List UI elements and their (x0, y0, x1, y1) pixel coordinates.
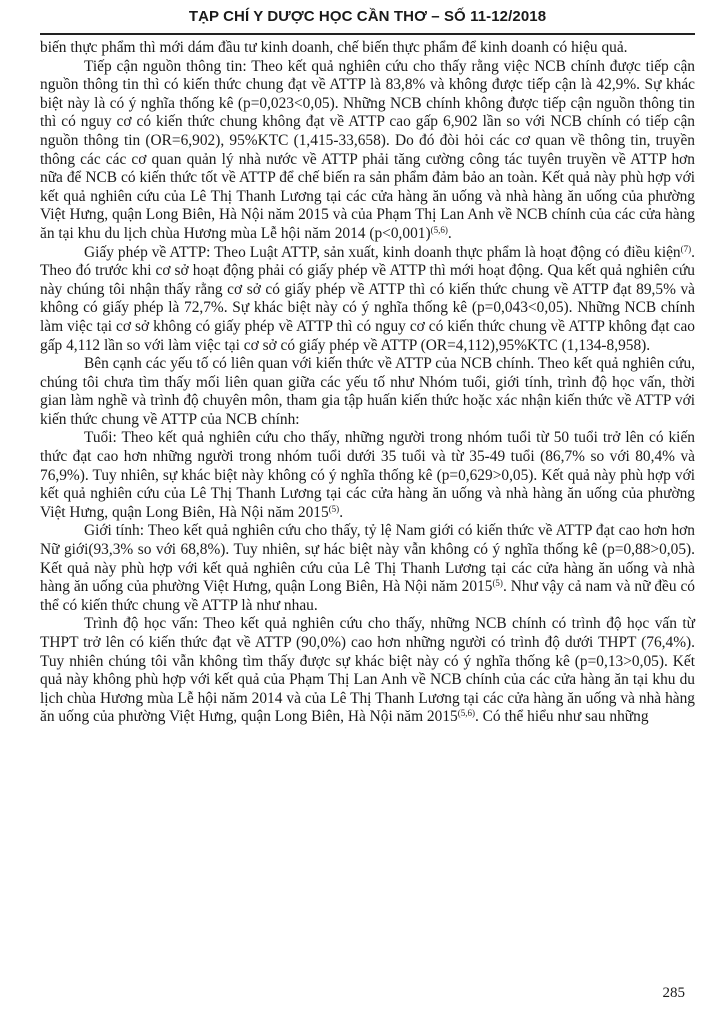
citation-reference: (5) (328, 503, 340, 514)
article-body (40, 39, 695, 727)
text-segment: Giấy phép về ATTP: Theo Luật ATTP, sản xuất, kinh doanh thực phẩm là hoạt động có điều kiện (84, 243, 681, 261)
text-segment: . Như vậy cả nam và nữ đều có thể có kiến thức chung về ATTP là như nhau. (40, 578, 695, 614)
text-segment: Bên cạnh các yếu tố có liên quan với kiến thức về ATTP của NCB chính. Theo kết quả nghiên cứu, chúng tôi chưa tìm thấy mối liên quan giữa các yếu tố như Nhóm tuổi, giới tính, trình độ học vấn, thời gian làm nghề và trình độ chuyên môn, tham gia tập huấn kiến thức hoặc xác nhận kiến thức về ATTP với kiến thức chung về ATTP của NCB chính: (40, 355, 695, 428)
header-divider (40, 33, 695, 35)
citation-reference: (5) (492, 578, 503, 589)
text-segment: Tuổi: Theo kết quả nghiên cứu cho thấy, những người trong nhóm tuổi từ 50 tuổi trở lên có kiến thức đạt cao hơn những người trong nhóm tuổi dưới 35 tuổi và từ 35-49 tuổi (86,7% so với 80,4% và 76,9%). Tuy nhiên, sự khác biệt này không có ý nghĩa thống kê (p=0,629>0,05). Kết quả này phù hợp với kết quả nghiên cứu của Lê Thị Thanh Lương tại các cửa hàng ăn uống và nhà hàng ăn uống của phường Việt Hưng, quận Long Biên, Hà Nội năm 2015 (40, 429, 695, 521)
text-segment: . Theo đó trước khi cơ sở hoạt động phải có giấy phép về ATTP thì mới hoạt động. Qua kết quả nghiên cứu này chúng tôi nhận thấy rằng cơ sở có giấy phép về ATTP thì có kiến thức chung về ATTP đạt 89,5% và không có giấy phép là 72,7%. Sự khác biệt này có ý nghĩa thống kê (p=0,043<0,05). Những NCB chính làm việc tại cơ sở không có giấy phép về ATTP thì có nguy cơ có kiến thức chung về ATTP không đạt cao gấp 4,112 lần so với làm việc tại cơ sở có giấy phép về ATTP (OR=4,112),95%KTC (1,134-8,958). (40, 243, 695, 354)
page-number: 285 (662, 985, 685, 1001)
paragraph (40, 244, 695, 356)
paragraph (40, 429, 695, 522)
paragraph (40, 58, 695, 244)
text-segment: biến thực phẩm thì mới dám đầu tư kinh doanh, chế biến thực phẩm để kinh doanh có hiệu quả. (40, 39, 628, 56)
text-segment: . (447, 224, 452, 242)
paragraph (40, 615, 695, 727)
text-segment: . (339, 503, 344, 521)
citation-reference: (5,6) (457, 708, 475, 719)
paragraph (40, 522, 695, 615)
citation-reference: (5,6) (430, 224, 448, 235)
paragraph (40, 355, 695, 429)
text-segment: Tiếp cận nguồn thông tin: Theo kết quả nghiên cứu cho thấy rằng việc NCB chính được tiếp cận nguồn thông tin thì có kiến thức chung đạt về ATTP là 83,8% và không được tiếp cận là 42,9%. Sự khác biệt này là có ý nghĩa thống kê (p=0,023<0,05). Những NCB chính không được tiếp cận nguồn thông tin thì có nguy cơ có kiến thức chung không đạt về ATTP cao gấp 6,902 lần so với NCB chính có tiếp cận nguồn thông tin (OR=6,902), 95%KTC (1,415-33,658). Do đó đòi hỏi các cơ quan về thông tin, truyền thông các các cơ quan quản lý nhà nước về ATTP phải tăng cường công tác tuyên truyền về ATTP hơn nữa để NCB có kiến thức tốt về ATTP để chế biến ra sản phẩm đảm bảo an toàn. Kết quả này phù hợp với kết quả nghiên cứu của Lê Thị Thanh Lương tại các cửa hàng ăn uống và nhà hàng ăn uống của phường Việt Hưng, quận Long Biên, Hà Nội năm 2015 và của Phạm Thị Lan Anh về NCB chính của các cửa hàng ăn tại khu du lịch chùa Hương mùa Lễ hội năm 2014 (p<0,001) (40, 57, 695, 242)
journal-header: TẠP CHÍ Y DƯỢC HỌC CẦN THƠ – SỐ 11-12/2018 (188, 8, 547, 25)
citation-reference: (7) (680, 243, 692, 254)
text-segment: Giới tính: Theo kết quả nghiên cứu cho thấy, tỷ lệ Nam giới có kiến thức về ATTP đạt cao hơn hơn Nữ giới(93,3% so với 68,8%). Tuy nhiên, sự hác biệt này vẫn không có ý nghĩa thống kê (p=0,88>0,05). Kết quả này phù hợp với kết quả nghiên cứu của Lê Thị Thanh Lương tại các cửa hàng ăn uống và nhà hàng ăn uống của phường Việt Hưng, quận Long Biên, Hà Nội năm 2015 (40, 522, 695, 596)
text-segment: Trình độ học vấn: Theo kết quả nghiên cứu cho thấy, những NCB chính có trình độ học vấn từ THPT trở lên có kiến thức đạt về ATTP (90,0%) cao hơn những người có trình độ dưới THPT (76,4%). Tuy nhiên chúng tôi vẫn không tìm thấy được sự khác biệt này có ý nghĩa thống kê (p=0,13>0,05). Kết quả này không phù hợp với kết quả của Phạm Thị Lan Anh về NCB chính của các cửa hàng ăn tại khu du lịch chùa Hương mùa Lễ hội năm 2014 và của Lê Thị Thanh Lương tại các cửa hàng ăn uống và nhà hàng ăn uống của phường Việt Hưng, quận Long Biên, Hà Nội năm 2015 (40, 615, 695, 726)
text-segment: . Có thể hiểu như sau những (474, 708, 649, 726)
paragraph (40, 39, 695, 58)
